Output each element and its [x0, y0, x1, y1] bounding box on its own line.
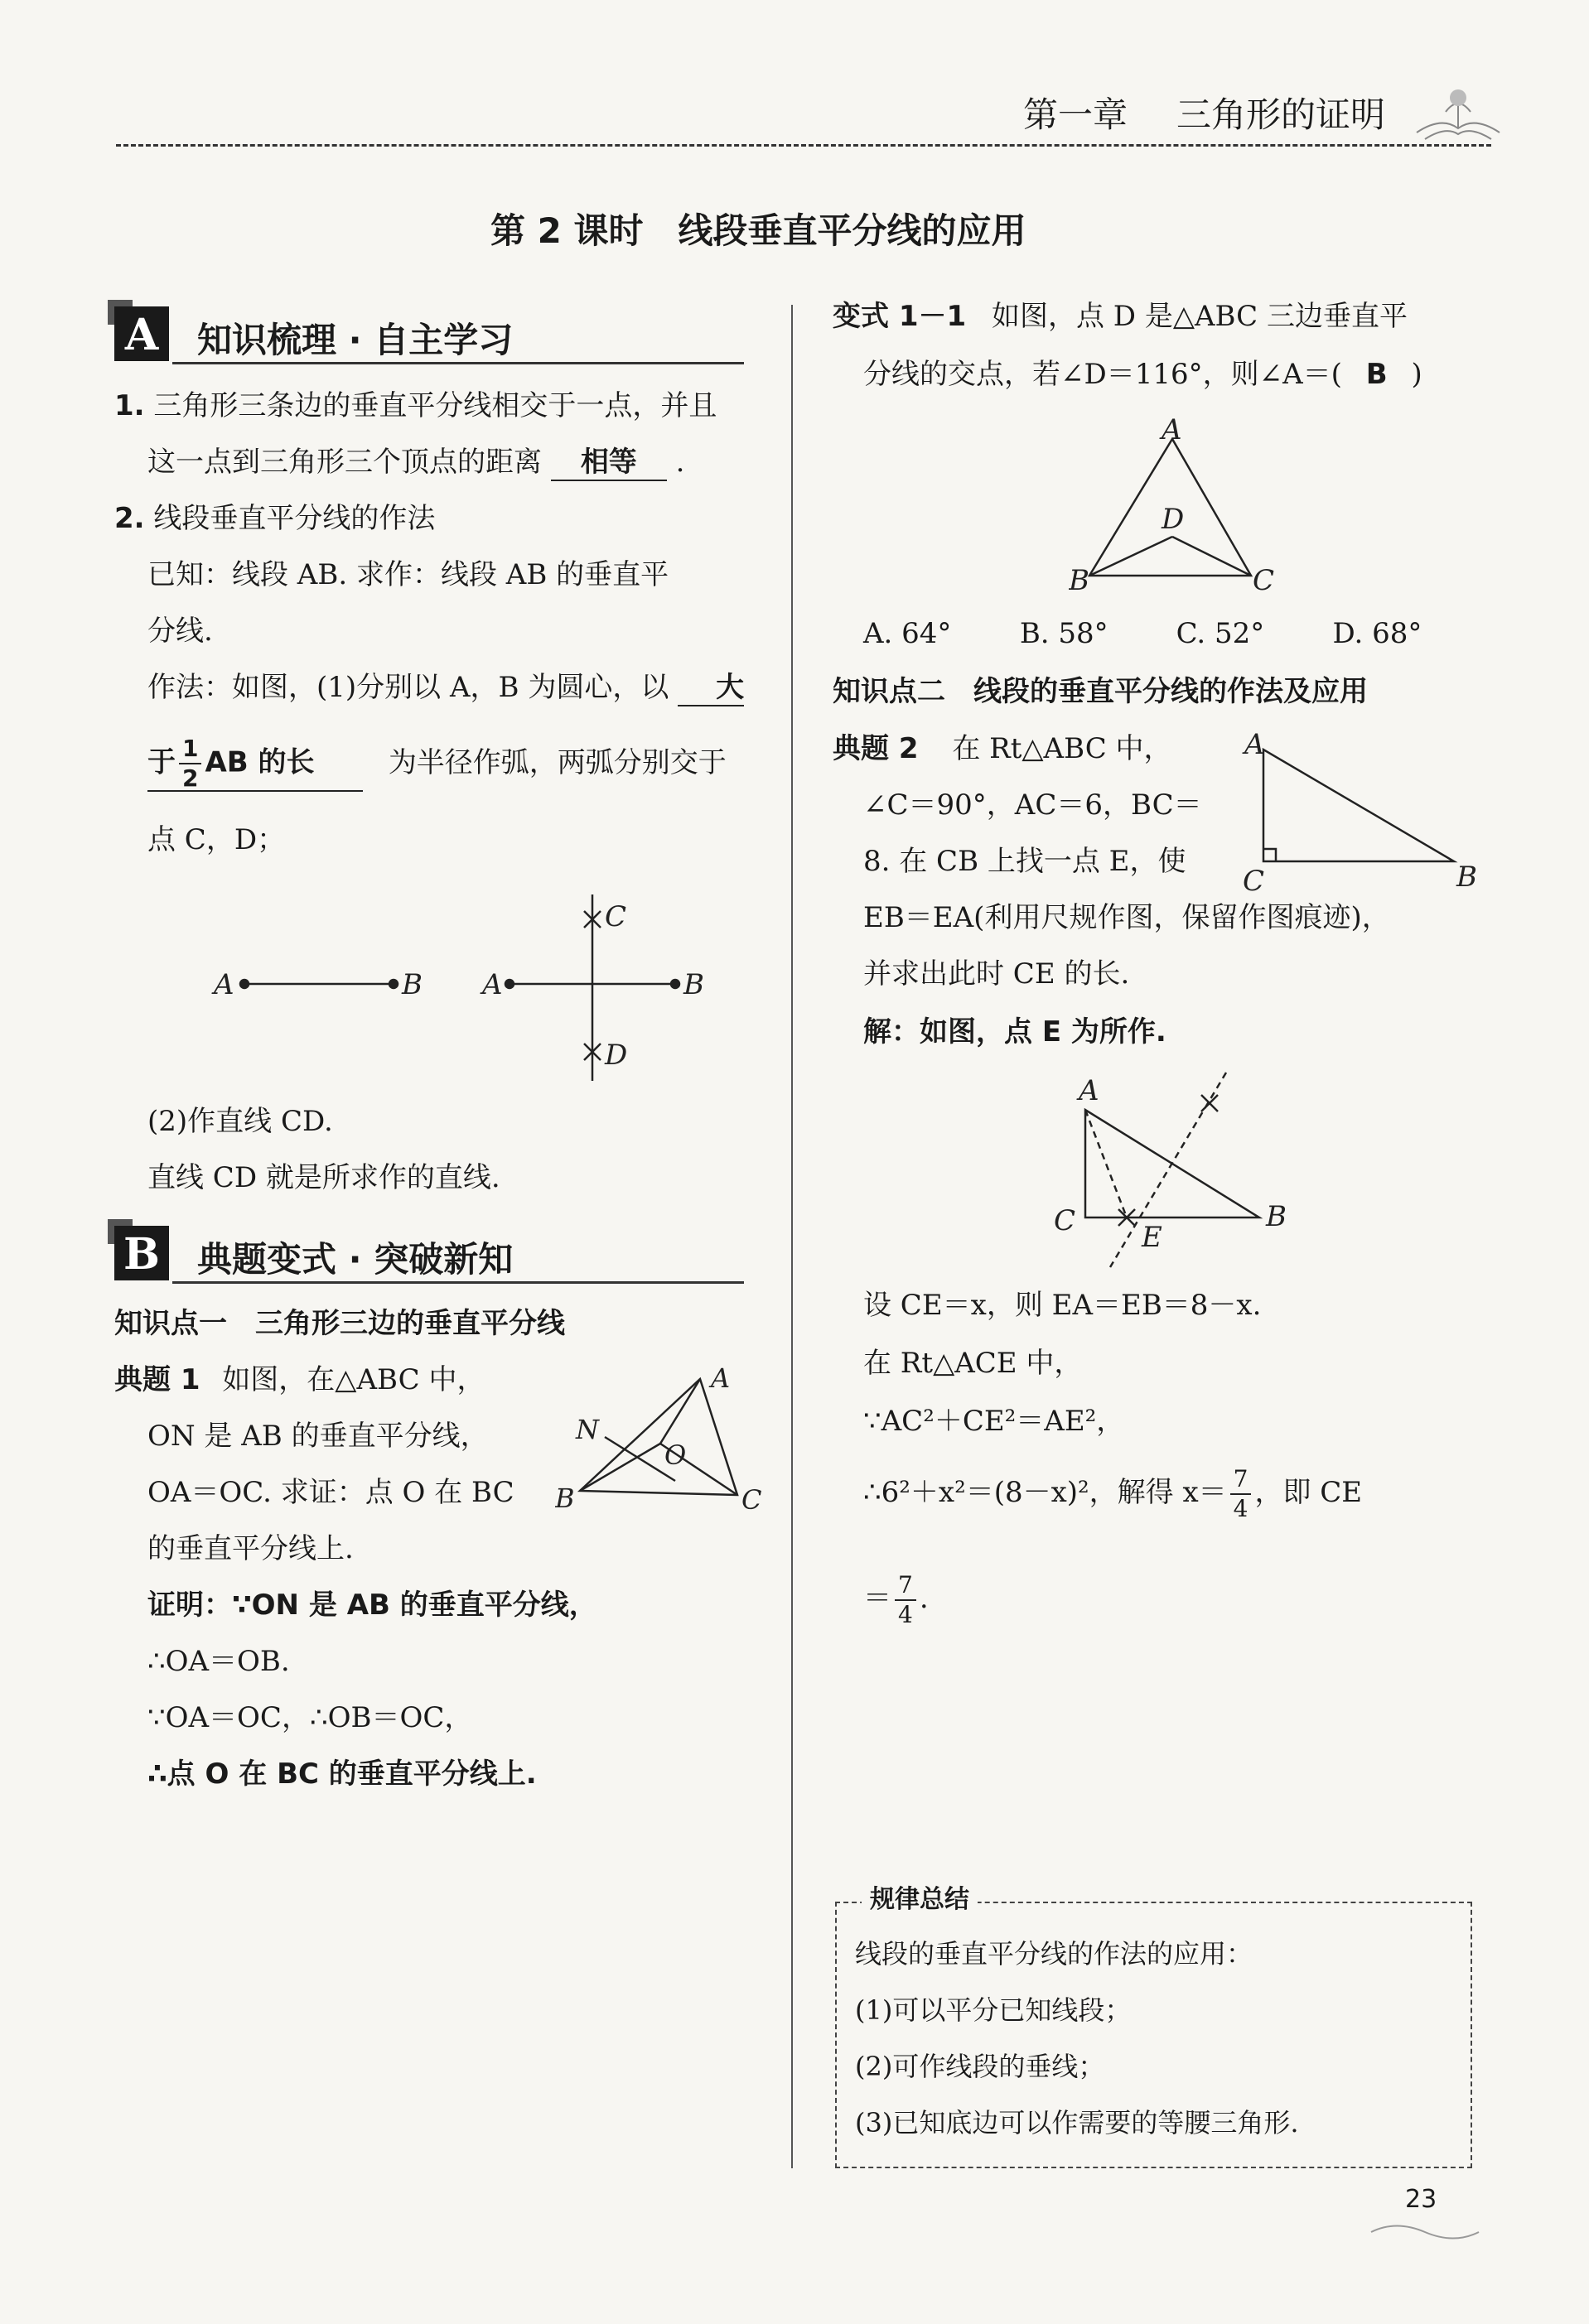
- ex2-sol5-text: ∴6²＋x²＝(8－x)²，解得 x＝: [863, 1476, 1227, 1509]
- var11-triangle-figure: [1069, 414, 1284, 605]
- var11-label-b: B: [1069, 564, 1089, 597]
- ex2-sol5-post: ，即 CE: [1254, 1476, 1363, 1509]
- page-number: 23: [1405, 2185, 1437, 2214]
- item1-answer: 相等: [551, 446, 667, 481]
- page-header: [116, 83, 1508, 157]
- section-a-letter: A: [114, 306, 169, 361]
- var11-label: 变式 1－1: [833, 300, 967, 333]
- ex1-label-c: C: [741, 1484, 762, 1516]
- ex1-triangle-figure: [555, 1358, 770, 1524]
- item2-step2: (2)作直线 CD.: [147, 1105, 333, 1138]
- ex1-line3: OA＝OC. 求证：点 O 在 BC: [147, 1476, 514, 1509]
- segment-construction-figure: [207, 878, 721, 1093]
- fig1-label-b1: B: [402, 968, 423, 1001]
- ex1-line4: 的垂直平分线上.: [147, 1532, 354, 1565]
- var11-label-d: D: [1162, 503, 1185, 536]
- ex2-label-a: A: [1244, 729, 1265, 761]
- item2-conclusion: 直线 CD 就是所求作的直线.: [147, 1161, 500, 1194]
- ex2-frac2-den: 4: [898, 1601, 913, 1628]
- ex1-proof3: ∵OA＝OC，∴OB＝OC，: [147, 1701, 473, 1734]
- fig1-label-a1: A: [214, 968, 234, 1001]
- summary-line2: (1)可以平分已知线段；: [855, 1994, 1132, 2026]
- item1-line1: [114, 389, 717, 423]
- section-a-header: [114, 306, 744, 364]
- ex2-fig2-label-b: B: [1266, 1200, 1287, 1233]
- item1-line2: [147, 446, 684, 481]
- ex2-label-c: C: [1243, 865, 1265, 894]
- ex2-fig2-label-a: A: [1079, 1074, 1099, 1107]
- fig1-label-b2: B: [683, 968, 704, 1001]
- ex1-text1: 如图，在△ABC 中，: [222, 1363, 485, 1396]
- ex1-label-n: N: [576, 1414, 599, 1445]
- var11-option-b: B. 58°: [1019, 617, 1108, 650]
- item2-method-post: 为半径作弧，两弧分别交于: [388, 745, 727, 779]
- ex2-line1: [833, 732, 1172, 766]
- var11-options: [863, 617, 1422, 651]
- summary-title: 规律总结: [862, 1885, 978, 1915]
- ex2-label: 典题 2: [833, 732, 919, 765]
- item1-line2-text: 这一点到三角形三个顶点的距离: [147, 446, 542, 479]
- summary-line3: (2)可作线段的垂线；: [855, 2051, 1105, 2082]
- item2-answer-rest: [147, 737, 363, 792]
- ex2-line4: EB＝EA(利用尺规作图，保留作图痕迹)，: [863, 901, 1390, 934]
- var11-paren: ): [1411, 358, 1422, 391]
- item2-answer-part2: 于: [147, 745, 176, 779]
- item1-text: 三角形三条边的垂直平分线相交于一点，并且: [153, 389, 717, 422]
- ex2-sol6-eq: ＝: [863, 1582, 891, 1615]
- header-rule: [116, 144, 1491, 147]
- var11-label-a: A: [1162, 414, 1182, 446]
- ex1-label-o: O: [664, 1439, 687, 1471]
- section-b-header: [114, 1226, 744, 1284]
- ex2-fig2-label-e: E: [1142, 1221, 1162, 1254]
- summary-line4: (3)已知底边可以作需要的等腰三角形.: [855, 2107, 1299, 2138]
- ex1-label-a: A: [711, 1362, 731, 1394]
- ex2-label-b: B: [1456, 861, 1477, 894]
- item2-frac-num: 1: [179, 737, 201, 764]
- ex1-line2: ON 是 AB 的垂直平分线，: [147, 1420, 489, 1453]
- fig1-label-a2: A: [482, 968, 503, 1001]
- item2-method-line2: [147, 737, 727, 792]
- ex2-sol5: [863, 1465, 1363, 1522]
- ex2-sol4: ∵AC²＋CE²＝AE²，: [863, 1405, 1125, 1438]
- item2-answer-part3: AB 的长: [205, 745, 315, 779]
- var11-text2: 分线的交点，若∠D＝116°，则∠A＝(: [863, 358, 1342, 391]
- fig1-label-c: C: [605, 900, 627, 933]
- fig1-label-d: D: [605, 1039, 628, 1072]
- knowledge-point-2: 知识点二 线段的垂直平分线的作法及应用: [833, 675, 1368, 708]
- ex1-proof2: ∴OA＝OB.: [147, 1645, 290, 1678]
- ex2-frac2-num: 7: [895, 1574, 916, 1601]
- var11-text1: 如图，点 D 是△ABC 三边垂直平: [991, 300, 1408, 333]
- ex2-line3: 8. 在 CB 上找一点 E，使: [863, 845, 1186, 878]
- item2-method-line3: 点 C，D；: [147, 823, 286, 856]
- ex2-line5: 并求出此时 CE 的长.: [863, 957, 1130, 991]
- item2-title: 线段垂直平分线的作法: [153, 502, 436, 535]
- item2-title-line: [114, 502, 435, 536]
- ex1-label: 典题 1: [114, 1363, 200, 1396]
- section-b-title: 典题变式 · 突破新知: [197, 1239, 514, 1280]
- var11-label-c: C: [1253, 564, 1275, 597]
- ex2-right-triangle-figure: [1234, 729, 1483, 894]
- ex2-sol1: 解：如图，点 E 为所作.: [863, 1015, 1166, 1049]
- ex2-text1: 在 Rt△ABC 中，: [952, 732, 1172, 765]
- lesson-title: 第 2 课时 线段垂直平分线的应用: [490, 210, 1026, 251]
- ex2-line2: ∠C＝90°，AC＝6，BC＝: [863, 788, 1202, 822]
- ex1-proof4: ∴点 O 在 BC 的垂直平分线上.: [147, 1757, 537, 1791]
- header-ornament-icon: [1408, 83, 1508, 149]
- item2-answer-part1: 大: [678, 671, 744, 706]
- item2-num: 2.: [114, 502, 145, 535]
- column-divider: [791, 305, 793, 2168]
- footer-ornament-icon: [1367, 2220, 1483, 2244]
- var11-answer: B: [1365, 358, 1388, 391]
- knowledge-point-1: 知识点一 三角形三边的垂直平分线: [114, 1307, 565, 1340]
- chapter-label: 第一章: [1023, 94, 1128, 135]
- ex2-fig2-label-c: C: [1054, 1204, 1076, 1237]
- summary-box: [835, 1885, 1472, 2168]
- ex1-line1: [114, 1363, 485, 1397]
- ex2-frac-den: 4: [1233, 1495, 1248, 1522]
- item2-method-text: 作法：如图，(1)分别以 A，B 为圆心，以: [147, 671, 669, 704]
- chapter-title: 三角形的证明: [1176, 94, 1386, 135]
- var11-option-d: D. 68°: [1332, 617, 1422, 650]
- var11-line2: [863, 358, 1422, 392]
- ex2-construction-figure: [1044, 1068, 1309, 1275]
- var11-option-a: A. 64°: [863, 617, 952, 650]
- section-b-letter: B: [114, 1226, 169, 1280]
- ex2-sol2: 设 CE＝x，则 EA＝EB＝8－x.: [863, 1289, 1262, 1322]
- ex2-sol3: 在 Rt△ACE 中，: [863, 1347, 1083, 1380]
- var11-line1: [833, 300, 1408, 334]
- ex1-label-b: B: [555, 1483, 575, 1514]
- var11-option-c: C. 52°: [1176, 617, 1265, 650]
- item2-frac-den: 2: [182, 764, 199, 792]
- section-a-title: 知识梳理 · 自主学习: [197, 320, 514, 360]
- ex2-sol6-period: .: [919, 1582, 929, 1615]
- ex1-proof1: 证明：∵ON 是 AB 的垂直平分线，: [147, 1589, 597, 1622]
- summary-line1: 线段的垂直平分线的作法的应用：: [855, 1938, 1253, 1970]
- item2-given-line2: 分线.: [147, 615, 213, 648]
- item2-given-line1: 已知：线段 AB. 求作：线段 AB 的垂直平: [147, 558, 669, 591]
- ex2-sol6: [863, 1571, 929, 1628]
- item1-num: 1.: [114, 389, 145, 422]
- item2-method-line1: [147, 671, 744, 706]
- ex2-frac-num: 7: [1230, 1468, 1252, 1495]
- item1-period: .: [675, 446, 685, 479]
